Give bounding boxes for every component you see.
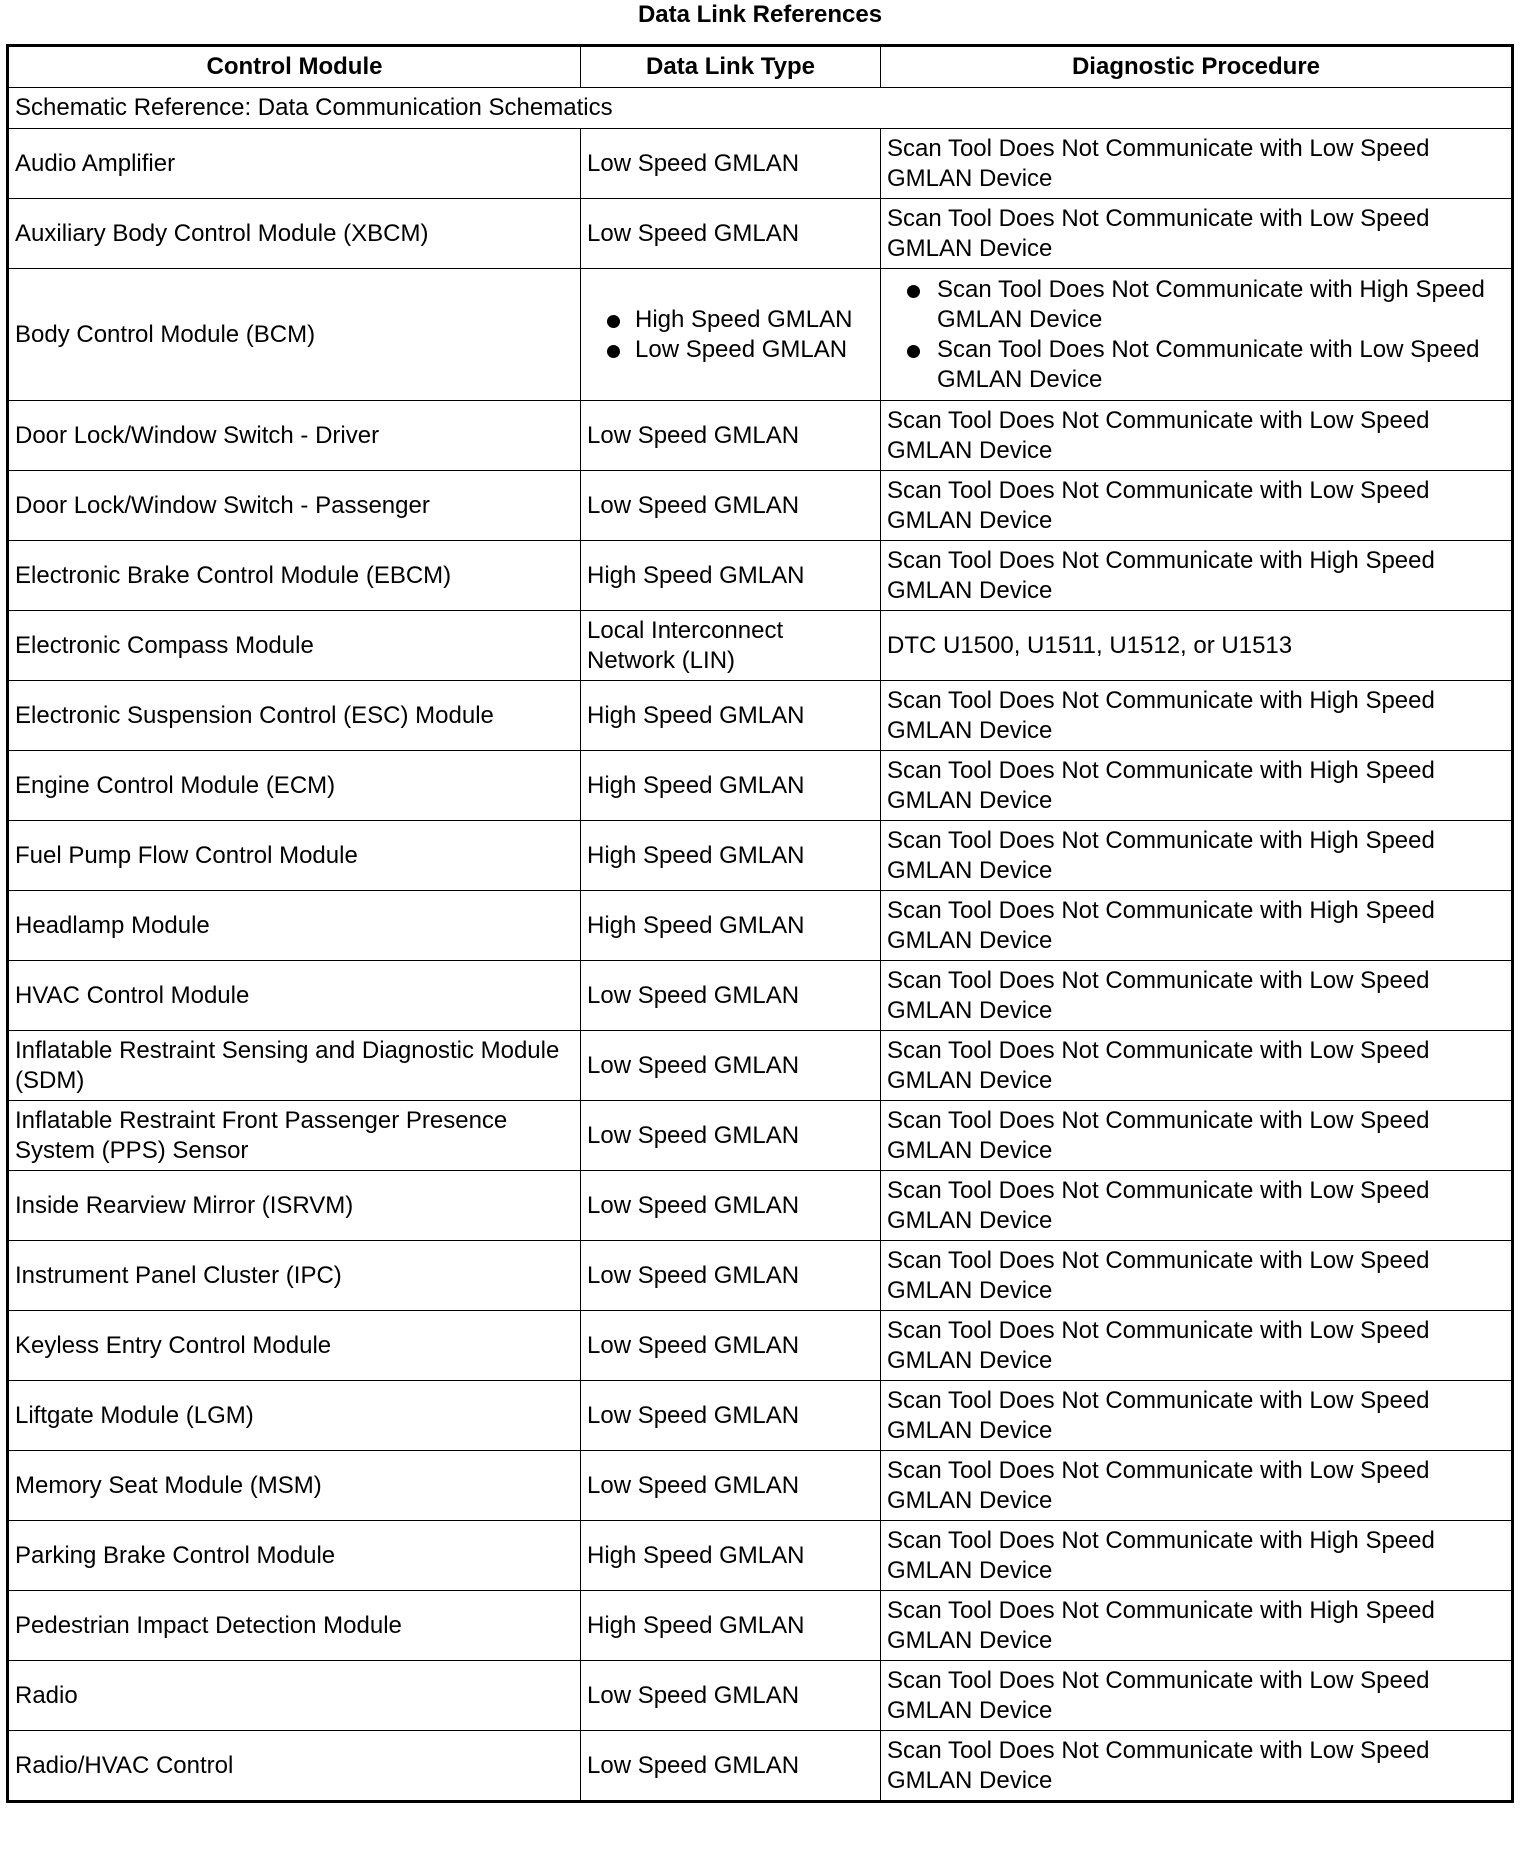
- control-module-cell: Pedestrian Impact Detection Module: [8, 1591, 581, 1661]
- data-link-table: [6, 44, 1514, 1803]
- table-row: [8, 1101, 1513, 1171]
- control-module-cell: Memory Seat Module (MSM): [8, 1451, 581, 1521]
- table-row: [8, 961, 1513, 1031]
- table-row: [8, 129, 1513, 199]
- control-module-cell: Electronic Suspension Control (ESC) Module: [8, 681, 581, 751]
- table-row: [8, 401, 1513, 471]
- diagnostic-procedure-cell: Scan Tool Does Not Communicate with High Speed GMLAN Device: [881, 1591, 1513, 1661]
- table-row: [8, 1521, 1513, 1591]
- data-link-type-cell: Low Speed GMLAN: [581, 1031, 881, 1101]
- diagnostic-procedure-cell: Scan Tool Does Not Communicate with Low Speed GMLAN Device: [881, 401, 1513, 471]
- diagnostic-procedure-cell: Scan Tool Does Not Communicate with High Speed GMLAN Device: [881, 821, 1513, 891]
- control-module-cell: Parking Brake Control Module: [8, 1521, 581, 1591]
- data-link-type-item: High Speed GMLAN: [587, 305, 874, 335]
- control-module-cell: Fuel Pump Flow Control Module: [8, 821, 581, 891]
- control-module-cell: Audio Amplifier: [8, 129, 581, 199]
- data-link-type-cell: Low Speed GMLAN: [581, 1381, 881, 1451]
- control-module-cell: Headlamp Module: [8, 891, 581, 961]
- data-link-type-cell: Low Speed GMLAN: [581, 129, 881, 199]
- table-header-row: [8, 46, 1513, 88]
- table-row: [8, 1241, 1513, 1311]
- diagnostic-procedure-cell: Scan Tool Does Not Communicate with Low Speed GMLAN Device: [881, 961, 1513, 1031]
- diagnostic-procedure-cell: Scan Tool Does Not Communicate with Low Speed GMLAN Device: [881, 1311, 1513, 1381]
- control-module-cell: Liftgate Module (LGM): [8, 1381, 581, 1451]
- table-row: [8, 1661, 1513, 1731]
- data-link-type-cell: High Speed GMLAN: [581, 751, 881, 821]
- data-link-type-cell: Local Interconnect Network (LIN): [581, 611, 881, 681]
- data-link-type-cell: Low Speed GMLAN: [581, 471, 881, 541]
- page-title: Data Link References: [637, 1, 883, 28]
- table-row: [8, 1381, 1513, 1451]
- data-link-type-cell: High Speed GMLAN: [581, 541, 881, 611]
- diagnostic-procedure-cell: Scan Tool Does Not Communicate with High Speed GMLAN Device: [881, 681, 1513, 751]
- data-link-type-cell: High Speed GMLAN: [581, 1591, 881, 1661]
- control-module-cell: Auxiliary Body Control Module (XBCM): [8, 199, 581, 269]
- diagnostic-procedure-cell: Scan Tool Does Not Communicate with Low Speed GMLAN Device: [881, 471, 1513, 541]
- table-row: [8, 1731, 1513, 1802]
- control-module-cell: Inside Rearview Mirror (ISRVM): [8, 1171, 581, 1241]
- data-link-type-cell: Low Speed GMLAN: [581, 199, 881, 269]
- control-module-cell: Radio: [8, 1661, 581, 1731]
- diagnostic-procedure-cell: Scan Tool Does Not Communicate with High Speed GMLAN Device: [881, 541, 1513, 611]
- data-link-type-cell: Low Speed GMLAN: [581, 1171, 881, 1241]
- control-module-cell: Keyless Entry Control Module: [8, 1311, 581, 1381]
- diagnostic-procedure-cell: Scan Tool Does Not Communicate with Low Speed GMLAN Device: [881, 1451, 1513, 1521]
- control-module-cell: Body Control Module (BCM): [8, 269, 581, 401]
- header-control-module: Control Module: [8, 46, 581, 88]
- diagnostic-procedure-item: Scan Tool Does Not Communicate with Low Speed GMLAN Device: [887, 335, 1505, 395]
- data-link-type-item: Low Speed GMLAN: [587, 335, 874, 365]
- table-row: [8, 1451, 1513, 1521]
- table-row: [8, 1031, 1513, 1101]
- control-module-cell: Door Lock/Window Switch - Passenger: [8, 471, 581, 541]
- data-link-type-cell: Low Speed GMLAN: [581, 1451, 881, 1521]
- data-link-type-cell: Low Speed GMLAN: [581, 1101, 881, 1171]
- data-link-type-cell: Low Speed GMLAN: [581, 1661, 881, 1731]
- diagnostic-procedure-cell: Scan Tool Does Not Communicate with Low Speed GMLAN Device: [881, 1661, 1513, 1731]
- data-link-type-cell: High Speed GMLAN: [581, 1521, 881, 1591]
- table-row: [8, 681, 1513, 751]
- control-module-cell: HVAC Control Module: [8, 961, 581, 1031]
- diagnostic-procedure-cell: Scan Tool Does Not Communicate with Low Speed GMLAN Device: [881, 129, 1513, 199]
- data-link-type-cell: High Speed GMLAN: [581, 891, 881, 961]
- table-row: [8, 541, 1513, 611]
- control-module-cell: Radio/HVAC Control: [8, 1731, 581, 1802]
- data-link-type-cell: Low Speed GMLAN: [581, 1731, 881, 1802]
- table-row: [8, 1591, 1513, 1661]
- diagnostic-procedure-cell: Scan Tool Does Not Communicate with Low Speed GMLAN Device: [881, 1381, 1513, 1451]
- control-module-cell: Electronic Compass Module: [8, 611, 581, 681]
- diagnostic-procedure-cell: Scan Tool Does Not Communicate with High Speed GMLAN Device: [881, 751, 1513, 821]
- data-link-type-list: [587, 305, 874, 365]
- data-link-type-cell: Low Speed GMLAN: [581, 961, 881, 1031]
- schematic-reference: Schematic Reference: Data Communication Schematics: [8, 88, 1513, 129]
- diagnostic-procedure-cell: Scan Tool Does Not Communicate with Low Speed GMLAN Device: [881, 1241, 1513, 1311]
- control-module-cell: Instrument Panel Cluster (IPC): [8, 1241, 581, 1311]
- data-link-type-cell: Low Speed GMLAN: [581, 1311, 881, 1381]
- header-diagnostic-procedure: Diagnostic Procedure: [881, 46, 1513, 88]
- diagnostic-procedure-cell: Scan Tool Does Not Communicate with Low Speed GMLAN Device: [881, 1031, 1513, 1101]
- control-module-cell: Inflatable Restraint Sensing and Diagnostic Module (SDM): [8, 1031, 581, 1101]
- diagnostic-procedure-cell: Scan Tool Does Not Communicate with Low Speed GMLAN Device: [881, 1731, 1513, 1802]
- data-link-type-cell: High Speed GMLAN: [581, 681, 881, 751]
- diagnostic-procedure-cell: [881, 269, 1513, 401]
- table-row: [8, 891, 1513, 961]
- control-module-cell: Inflatable Restraint Front Passenger Presence System (PPS) Sensor: [8, 1101, 581, 1171]
- control-module-cell: Door Lock/Window Switch - Driver: [8, 401, 581, 471]
- data-link-type-cell: High Speed GMLAN: [581, 821, 881, 891]
- table-row: [8, 269, 1513, 401]
- table-row: [8, 1171, 1513, 1241]
- table-row: [8, 471, 1513, 541]
- diagnostic-procedure-cell: Scan Tool Does Not Communicate with High Speed GMLAN Device: [881, 1521, 1513, 1591]
- table-row: [8, 751, 1513, 821]
- table-row: [8, 1311, 1513, 1381]
- data-link-type-cell: [581, 269, 881, 401]
- data-link-type-cell: Low Speed GMLAN: [581, 401, 881, 471]
- diagnostic-procedure-cell: Scan Tool Does Not Communicate with High Speed GMLAN Device: [881, 891, 1513, 961]
- diagnostic-procedure-cell: Scan Tool Does Not Communicate with Low Speed GMLAN Device: [881, 199, 1513, 269]
- diagnostic-procedure-cell: Scan Tool Does Not Communicate with Low Speed GMLAN Device: [881, 1101, 1513, 1171]
- table-row: [8, 821, 1513, 891]
- data-link-type-cell: Low Speed GMLAN: [581, 1241, 881, 1311]
- table-row: [8, 611, 1513, 681]
- diagnostic-procedure-cell: Scan Tool Does Not Communicate with Low Speed GMLAN Device: [881, 1171, 1513, 1241]
- diagnostic-procedure-item: Scan Tool Does Not Communicate with High Speed GMLAN Device: [887, 275, 1505, 335]
- control-module-cell: Engine Control Module (ECM): [8, 751, 581, 821]
- diagnostic-procedure-list: [887, 275, 1505, 395]
- header-data-link-type: Data Link Type: [581, 46, 881, 88]
- schematic-reference-row: [8, 88, 1513, 129]
- diagnostic-procedure-cell: DTC U1500, U1511, U1512, or U1513: [881, 611, 1513, 681]
- control-module-cell: Electronic Brake Control Module (EBCM): [8, 541, 581, 611]
- table-row: [8, 199, 1513, 269]
